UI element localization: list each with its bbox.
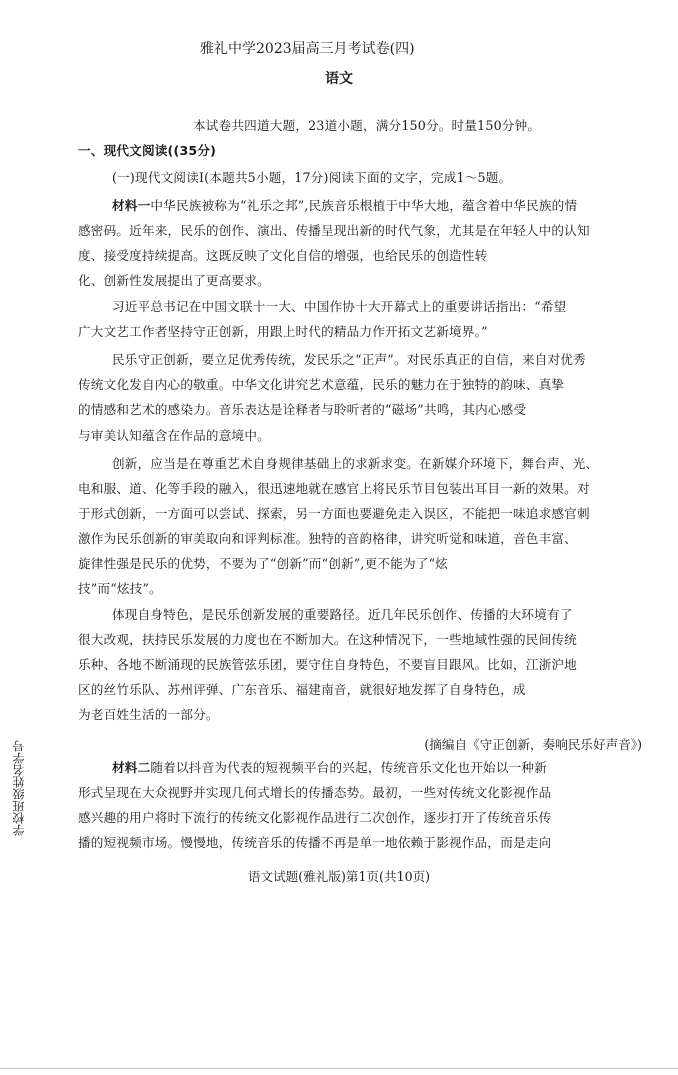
material1-line: 区的丝竹乐队、苏州评弹、广东音乐、福建南音，就很好地发挥了自身特色，成 <box>78 682 526 697</box>
material1-line: 创新，应当是在尊重艺术自身规律基础上的求新求变。在新媒介环境下，舞台声、光、 <box>112 456 599 471</box>
student-info-label: 学校班级姓名学号 <box>12 740 26 836</box>
material2-line: 播的短视频市场。慢慢地，传统音乐的传播不再是单一地依赖于影视作品，而是走向 <box>78 835 552 850</box>
material1-line: 很大改观，扶持民乐发展的力度也在不断加大。在这种情况下，一些地域性强的民间传统 <box>78 632 577 647</box>
material1-line: 材料一中华民族被称为“礼乐之邦”,民族音乐根植于中华大地，蕴含着中华民族的情 <box>112 198 578 213</box>
material1-label: 材料一 <box>112 198 151 213</box>
material1-line: 民乐守正创新，要立足优秀传统，发民乐之“正声”。对民乐真正的自信，来自对优秀 <box>112 352 586 367</box>
material2-line: 形式呈现在大众视野并实现几何式增长的传播态势。最初，一些对传统文化影视作品 <box>78 785 552 800</box>
material1-line: 习近平总书记在中国文联十一大、中国作协十大开幕式上的重要讲话指出：“希望 <box>112 299 567 314</box>
material2-line: 材料二随着以抖音为代表的短视频平台的兴起，传统音乐文化也开始以一种新 <box>112 760 547 775</box>
page-footer: 语文试题(雅礼版)第1页(共10页) <box>247 869 431 884</box>
material1-line: 乐种、各地不断涌现的民族管弦乐团，要守住自身特色，不要盲目跟风。比如，江浙沪地 <box>78 657 577 672</box>
material1-line: 激作为民乐创新的审美取向和评判标准。独特的音韵格律，讲究听觉和味道，音色丰富、 <box>78 531 577 546</box>
material1-line: 广大文艺工作者坚持守正创新，用跟上时代的精品力作开拓文艺新境界。” <box>78 324 488 339</box>
material2-line: 感兴趣的用户将时下流行的传统文化影视作品进行二次创作，逐步打开了传统音乐传 <box>78 810 552 825</box>
material1-line: 电和服、道、化等手段的融入，很迅速地就在感官上将民乐节目包装出耳目一新的效果。对 <box>78 481 590 496</box>
material1-line: 体现自身特色，是民乐创新发展的重要路径。近几年民乐创作、传播的大环境有了 <box>112 607 573 622</box>
material1-line: 与审美认知蕴含在作品的意境中。 <box>78 428 270 443</box>
material1-line: 的情感和艺术的感染力。音乐表达是诠释者与聆听者的“磁场”共鸣，其内心感受 <box>78 402 527 417</box>
page-divider <box>0 1068 678 1069</box>
material1-line: 度、接受度持续提高。这既反映了文化自信的增强，也给民乐的创造性转 <box>78 248 488 263</box>
material1-source: (摘编自《守正创新，奏响民乐好声音》) <box>424 737 642 752</box>
subject-title: 语文 <box>325 71 353 87</box>
material1-line: 于形式创新，一方面可以尝试、探索，另一方面也要避免走入误区，不能把一味追求感官刺 <box>78 506 590 521</box>
material1-line: 技”而“炫技”。 <box>78 581 162 596</box>
material1-line: 感密码。近年来，民乐的创作、演出、传播呈现出新的时代气象，尤其是在年轻人中的认知 <box>78 223 590 238</box>
exam-title: 雅礼中学2023届高三月考试卷(四) <box>200 41 415 57</box>
section-subheading: (一)现代文阅读I(本题共5小题，17分)阅读下面的文字，完成1～5题。 <box>112 170 512 185</box>
material1-line: 传统文化发自内心的敬重。中华文化讲究艺术意蕴，民乐的魅力在于独特的韵味、真挚 <box>78 377 565 392</box>
material1-line: 旋律性强是民乐的优势，不要为了“创新”而“创新”,更不能为了“炫 <box>78 556 449 571</box>
exam-instructions: 本试卷共四道大题，23道小题，满分150分。时量150分钟。 <box>193 118 541 133</box>
material1-line: 为老百姓生活的一部分。 <box>78 707 219 722</box>
material1-line: 化、创新性发展提出了更高要求。 <box>78 273 270 288</box>
material2-label: 材料二 <box>112 760 151 775</box>
section-heading: 一、现代文阅读((35分) <box>78 143 217 158</box>
